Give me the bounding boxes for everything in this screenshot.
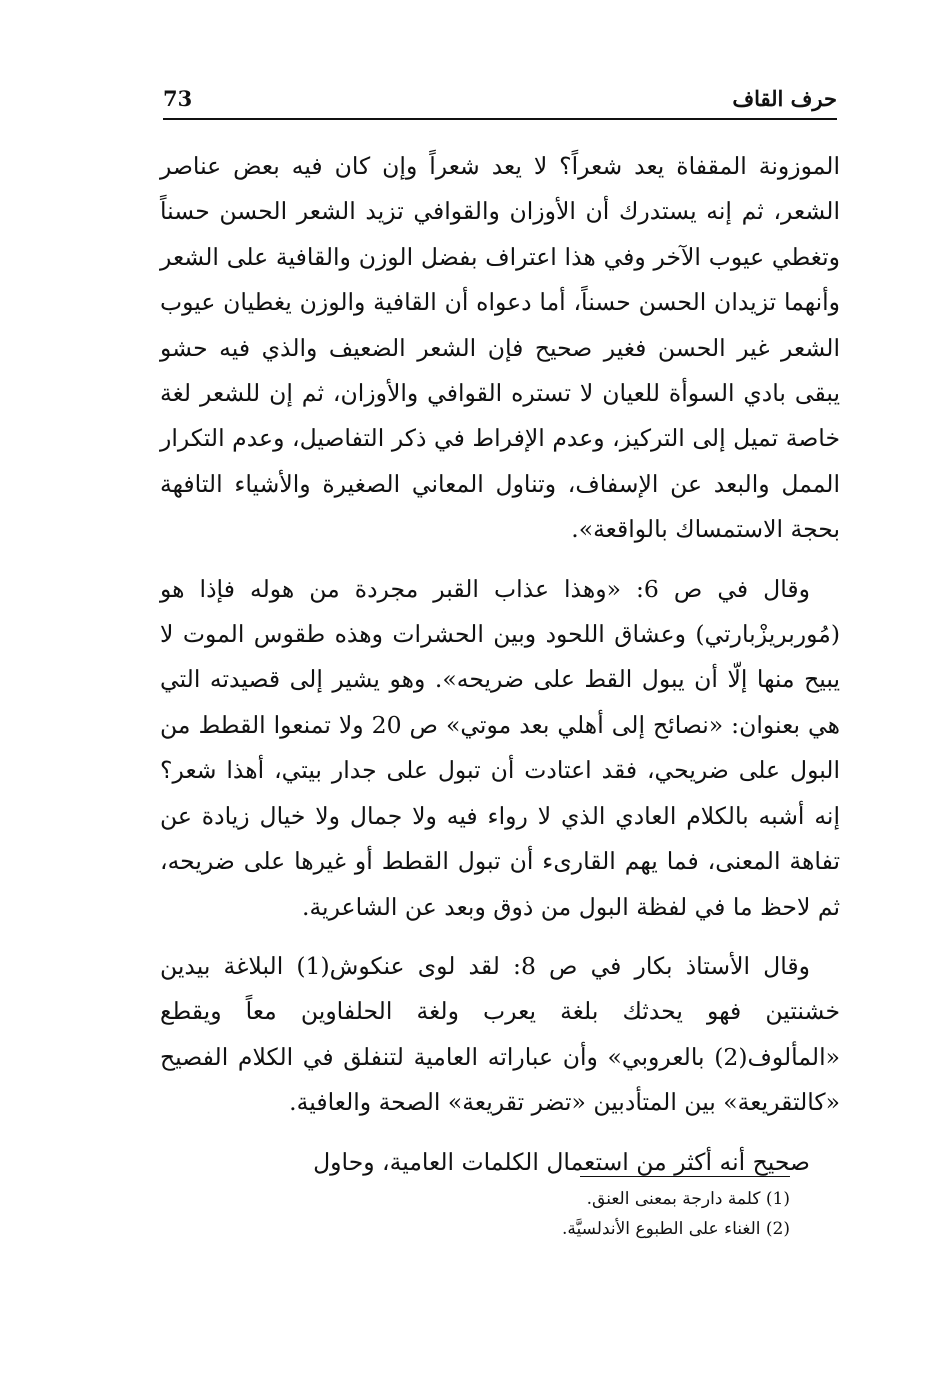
paragraph: وقال في ص 6: «وهذا عذاب القبر مجردة من هوله فإذا هو (مُوربريزْبارتي) وعشاق اللحود وبين الحشرات وهذه طقوس الموت لا يبيح منها إلّا أن يبول القط على ضريحه». وهو يشير إلى قصيدته التي هي بعنوان: «نصائح إلى أهلي بعد موتي» ص 20 ولا تمنعوا القطط من البول على ضريحي، فقد اعتادت أن تبول على جدار بيتي، أهذا شعر؟ إنه أشبه بالكلام العادي الذي لا رواء فيه ولا جمال ولا خيال زيادة عن تفاهة المعنى، فما يهم القارىء أن تبول القطط أو غيرها على ضريحه، ثم لاحظ ما في لفظة البول من ذوق وبعد عن الشاعرية.: [160, 574, 840, 921]
body-text: [160, 144, 840, 1199]
paragraph: الموزونة المقفاة يعد شعراً؟ لا يعد شعراً وإن كان فيه بعض عناصر الشعر، ثم إنه يستدرك أن الأوزان والقوافي تزيد الشعر الحسن حسناً وتغطي عيوب الآخر وفي هذا اعتراف بفضل الوزن والقافية على الشعر وأنهما تزيدان الحسن حسناً، أما دعواه أن القافية والوزن يغطيان عيوب الشعر غير الحسن فغير صحيح فإن الشعر الضعيف والذي فيه حشو يبقى بادي السوأة للعيان لا تستره القوافي والأوزان، ثم إن للشعر لغة خاصة تميل إلى التركيز، وعدم الإفراط في ذكر التفاصيل، وعدم التكرار الممل والبعد عن الإسفاف، وتناول المعاني الصغيرة والأشياء التافهة بحجة الاستمساك بالواقعة».: [160, 152, 840, 544]
paragraph: وقال الأستاذ بكار في ص 8: لقد لوى عنكوش(1) البلاغة بيدين خشنتين فهو يحدثك بلغة يعرب ولغة الحلفاوين معاً ويقطع «المألوف(2) بالعروبي» وأن عباراته العامية لتنفلق في الكلام الفصيح «كالتقريعة» بين المتأدبين «تضر تقريعة» الصحة والعافية.: [160, 951, 840, 1117]
footnote-rule: [580, 1176, 790, 1177]
footnote: (2) الغناء على الطبوع الأندلسيَّة.: [561, 1219, 790, 1239]
header-rule: [163, 118, 837, 120]
footnote: (1) كلمة دارجة بمعنى العنق.: [586, 1189, 790, 1209]
chapter-title: حرف القاف: [732, 86, 837, 111]
page-header: [163, 84, 837, 114]
page-number: 73: [163, 86, 193, 111]
paragraph: صحيح أنه أكثر من استعمال الكلمات العامية، وحاول: [313, 1147, 810, 1176]
footnotes: [300, 1184, 790, 1244]
